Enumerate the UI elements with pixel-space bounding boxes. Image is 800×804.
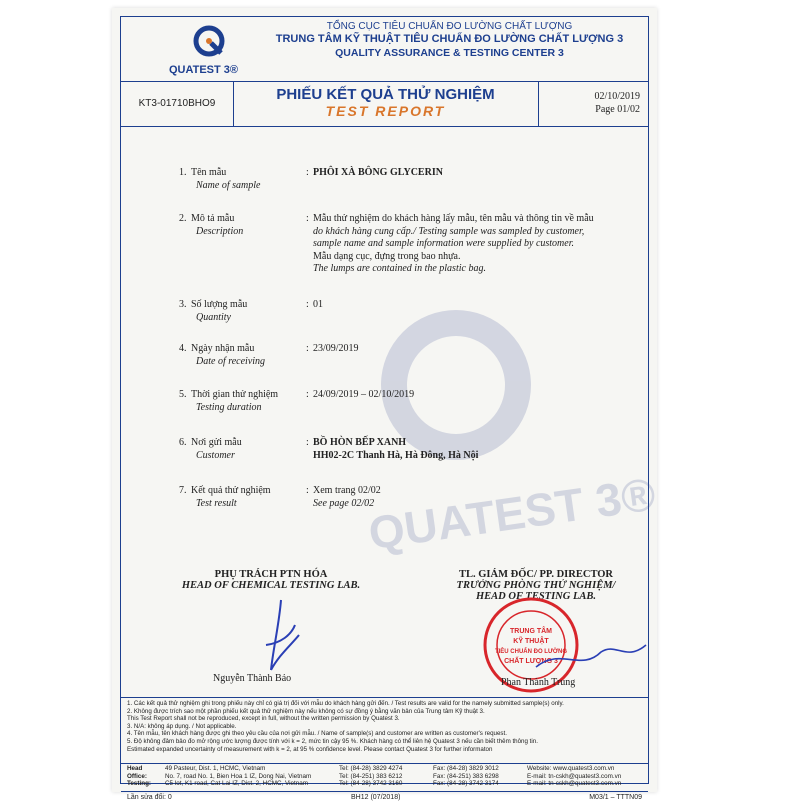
report-footer <box>121 791 648 804</box>
field-label-vn: Ngày nhận mẫu <box>191 343 255 354</box>
field-label-vn: Tên mẫu <box>191 167 227 178</box>
left-sig-title-vn: PHỤ TRÁCH PTN HÓA <box>214 569 328 580</box>
field-value-line: do khách hàng cung cấp./ Testing sample was sampled by customer, <box>313 225 585 237</box>
field-number: 4. <box>179 343 187 354</box>
field-value-line: HH02-2C Thanh Hà, Hà Đông, Hà Nội <box>313 449 479 461</box>
tel-1: Tel: (84-28) 3829 4274 <box>339 765 403 772</box>
field-label-en: Testing duration <box>196 402 262 413</box>
field-number: 6. <box>179 437 187 448</box>
field-value <box>313 437 658 462</box>
left-sig-title-en: HEAD OF CHEMICAL TESTING LAB. <box>181 580 361 591</box>
note-line: 4. Tên mẫu, tên khách hàng được ghi theo yêu cầu của nơi gửi mẫu. / Name of sample(s) and customer are written as customer's request. <box>127 730 507 738</box>
title-bar <box>121 81 648 127</box>
organization-block <box>261 21 638 59</box>
field-label-vn: Mô tả mẫu <box>191 213 235 224</box>
field-number: 5. <box>179 389 187 400</box>
note-line: 5. Độ không đảm bảo đo mở rộng ước lượng được tính với k = 2, mức tin cậy 95 %. Khách hàng có thể liên hệ Quatest 3 nếu cần biết thêm thông tin. <box>127 737 538 745</box>
quatest-q-icon <box>193 25 225 57</box>
field-colon: : <box>306 437 309 448</box>
web-lines <box>527 765 647 788</box>
report-date: 02/10/2019 <box>594 91 640 102</box>
field-value-line: Xem trang 02/02 <box>313 485 381 496</box>
field-value-line: sample name and sample information were supplied by customer. <box>313 238 574 249</box>
field-colon: : <box>306 299 309 310</box>
address-block <box>121 763 648 787</box>
field-colon: : <box>306 213 309 224</box>
note-line: Estimated expanded uncertainty of measurement with k = 2, at 95 % confidence level. Please contact Quatest 3 for further informaton <box>127 745 493 753</box>
field-colon: : <box>306 389 309 400</box>
stamp-inner-4: CHẤT LƯỢNG 3 <box>504 658 558 665</box>
email-2: E-mail: tn-cskh@quatest3.com.vn <box>527 780 622 787</box>
report-header <box>121 17 648 81</box>
note-line: 1. Các kết quả thử nghiệm ghi trong phiếu này chỉ có giá trị đối với mẫu do khách hàng gửi đến. / Test results are valid for the namely submitted sample(s) only. <box>127 700 564 707</box>
fax-1: Fax: (84-28) 3829 3012 <box>433 765 499 772</box>
tel-2: Tel: (84-251) 383 6212 <box>339 772 403 780</box>
field-value <box>313 167 658 180</box>
field-value <box>313 485 658 510</box>
left-handwritten-signature <box>251 595 311 675</box>
head-office-address: 49 Pasteur, Dist. 1, HCMC, Vietnam <box>165 765 266 772</box>
logo-text: QUATEST 3® <box>169 64 239 76</box>
date-page-block <box>538 82 648 126</box>
field-colon: : <box>306 167 309 178</box>
field-value-line: See page 02/02 <box>313 497 375 509</box>
field-value-line: PHÔI XÀ BÔNG GLYCERIN <box>313 167 443 178</box>
field-label-vn: Thời gian thử nghiệm <box>191 389 279 400</box>
right-handwritten-signature <box>531 637 651 677</box>
fax-3: Fax: (84-28) 3742 3174 <box>433 780 499 787</box>
field-value-line: 23/09/2019 <box>313 343 359 354</box>
fax-2: Fax: (84-251) 383 6298 <box>433 772 499 780</box>
page-number: Page 01/02 <box>595 104 640 115</box>
field-label-en: Description <box>196 226 244 237</box>
field-label-en: Name of sample <box>196 180 261 191</box>
head-office-label: Head Office: <box>127 765 147 780</box>
form-number: BH12 (07/2018) <box>351 794 401 801</box>
note-line: 2. Không được trích sao một phần phiếu kết quả thử nghiệm này nếu không có sự đồng ý bằng văn bản của Trung tâm Kỹ thuật 3. <box>127 707 485 715</box>
field-value-line: Mẫu thử nghiệm do khách hàng lấy mẫu, tên mẫu và thông tin về mẫu <box>313 213 594 224</box>
field-value-line: 24/09/2019 – 02/10/2019 <box>313 389 415 400</box>
field-colon: : <box>306 343 309 354</box>
right-sig-title-3: HEAD OF TESTING LAB. <box>476 591 596 602</box>
report-notes <box>121 697 648 755</box>
field-label-vn: Kết quả thử nghiệm <box>191 485 271 496</box>
field-value-line: BỒ HÒN BẾP XANH <box>313 437 407 448</box>
document-code: M03/1 – TTTN09 <box>589 794 642 801</box>
field-number: 3. <box>179 299 187 310</box>
report-title-en: TEST REPORT <box>325 103 446 119</box>
org-line-2: TRUNG TÂM KỸ THUẬT TIÊU CHUẨN ĐO LƯỜNG CHẤT LƯỢNG 3 <box>275 33 624 45</box>
org-line-3: QUALITY ASSURANCE & TESTING CENTER 3 <box>335 47 564 59</box>
testing-label: Testing: <box>127 780 152 787</box>
field-value-line: Mẫu dạng cục, đựng trong bao nhựa. <box>313 250 461 262</box>
field-value <box>313 299 658 312</box>
field-value <box>313 343 658 356</box>
field-colon: : <box>306 485 309 496</box>
addr-lines <box>165 765 335 788</box>
field-label-en: Customer <box>196 450 235 461</box>
email-1: E-mail: tn-cskh@quatest3.com.vn <box>527 772 622 780</box>
stamp-inner-3: TIÊU CHUẨN ĐO LƯỜNG <box>494 649 568 655</box>
addr-labels <box>127 765 163 788</box>
testing-address-2: C5 lot, K1 road, Cat Lai IZ, Dist. 2, HCMC, Vietnam <box>165 780 309 787</box>
stamp-inner-2: KỸ THUẬT <box>513 638 549 645</box>
report-frame <box>120 16 659 801</box>
field-label-vn: Số lượng mẫu <box>191 299 248 310</box>
report-title-vn: PHIẾU KẾT QUẢ THỬ NGHIỆM <box>276 86 495 103</box>
right-sig-title-1: TL. GIÁM ĐỐC/ PP. DIRECTOR <box>458 569 614 580</box>
fax-lines <box>433 765 525 788</box>
revision-number: Lần sửa đổi: 0 <box>127 794 172 801</box>
website: Website: www.quatest3.com.vn <box>527 765 615 772</box>
right-sig-title-2: TRƯỞNG PHÒNG THỬ NGHIỆM/ <box>456 580 616 591</box>
note-line: This Test Report shall not be reproduced, except in full, without the written permission by Quatest 3. <box>127 715 400 723</box>
left-signer-name: Nguyễn Thành Bảo <box>213 673 292 684</box>
watermark-text: QUATEST 3® <box>365 467 659 560</box>
left-signature-block <box>141 569 401 591</box>
tel-3: Tel: (84-28) 3742 3160 <box>339 780 403 787</box>
field-value <box>313 389 658 402</box>
field-label-en: Test result <box>196 498 237 509</box>
quatest-logo <box>169 25 249 76</box>
tel-lines <box>339 765 431 788</box>
field-number: 1. <box>179 167 187 178</box>
right-signer-name: Phan Thành Trung <box>501 677 576 688</box>
field-value <box>313 213 658 276</box>
field-label-en: Quantity <box>196 312 231 323</box>
test-report-sheet <box>112 8 659 801</box>
field-number: 7. <box>179 485 187 496</box>
field-label-en: Date of receiving <box>196 356 266 367</box>
report-title <box>233 86 538 119</box>
stamp-inner-1: TRUNG TÂM <box>510 628 552 635</box>
field-value-line: The lumps are contained in the plastic bag. <box>313 263 486 274</box>
testing-address-1: No. 7, road No. 1, Bien Hoa 1 IZ, Dong Nai, Vietnam <box>165 772 312 780</box>
document-number: KT3-01710BHO9 <box>121 82 234 126</box>
org-line-1: TỔNG CỤC TIÊU CHUẨN ĐO LƯỜNG CHẤT LƯỢNG <box>326 21 573 32</box>
note-line: 3. N/A: không áp dụng. / Not applicable. <box>127 722 237 730</box>
field-label-vn: Nơi gửi mẫu <box>191 437 242 448</box>
field-number: 2. <box>179 213 187 224</box>
field-value-line: 01 <box>313 299 323 310</box>
